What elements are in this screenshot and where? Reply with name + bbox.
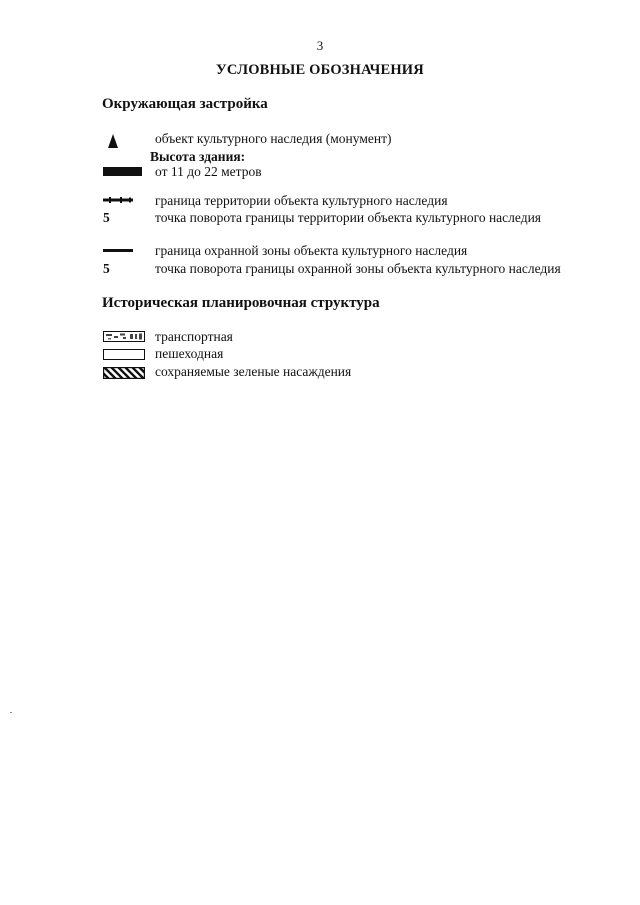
- black-bar-icon: [103, 167, 142, 176]
- section-heading-historical: Историческая планировочная структура: [102, 295, 380, 311]
- legend-label-protection-zone-turn-point: точка поворота границы охранной зоны объекта культурного наследия: [155, 261, 561, 276]
- transport-swatch-icon: [103, 331, 145, 342]
- legend-label-greenery: сохраняемые зеленые насаждения: [155, 364, 352, 379]
- legend-label-transport: транспортная: [155, 329, 233, 344]
- page-title: УСЛОВНЫЕ ОБОЗНАЧЕНИЯ: [216, 62, 424, 78]
- scan-speck: [10, 712, 12, 713]
- legend-label-building-height: от 11 до 22 метров: [155, 164, 262, 179]
- pedestrian-swatch-icon: [103, 349, 145, 360]
- territory-turn-point-number: 5: [103, 210, 110, 225]
- legend-label-territory-boundary: граница территории объекта культурного наследия: [155, 193, 448, 208]
- greenery-hatch-swatch-icon: [103, 367, 145, 379]
- legend-label-protection-zone-boundary: граница охранной зоны объекта культурного наследия: [155, 243, 468, 258]
- legend-label-pedestrian: пешеходная: [155, 346, 224, 361]
- protection-zone-line-icon: [103, 248, 133, 253]
- section-heading-surrounding: Окружающая застройка: [102, 96, 268, 112]
- territory-boundary-line-icon: [103, 197, 133, 203]
- monument-triangle-icon: [108, 134, 118, 148]
- sub-heading-building-height: Высота здания:: [150, 149, 246, 164]
- protection-zone-turn-point-number: 5: [103, 261, 110, 276]
- legend-label-territory-turn-point: точка поворота границы территории объекта культурного наследия: [155, 210, 542, 225]
- legend-label-monument: объект культурного наследия (монумент): [155, 131, 392, 146]
- page-number: 3: [316, 38, 324, 53]
